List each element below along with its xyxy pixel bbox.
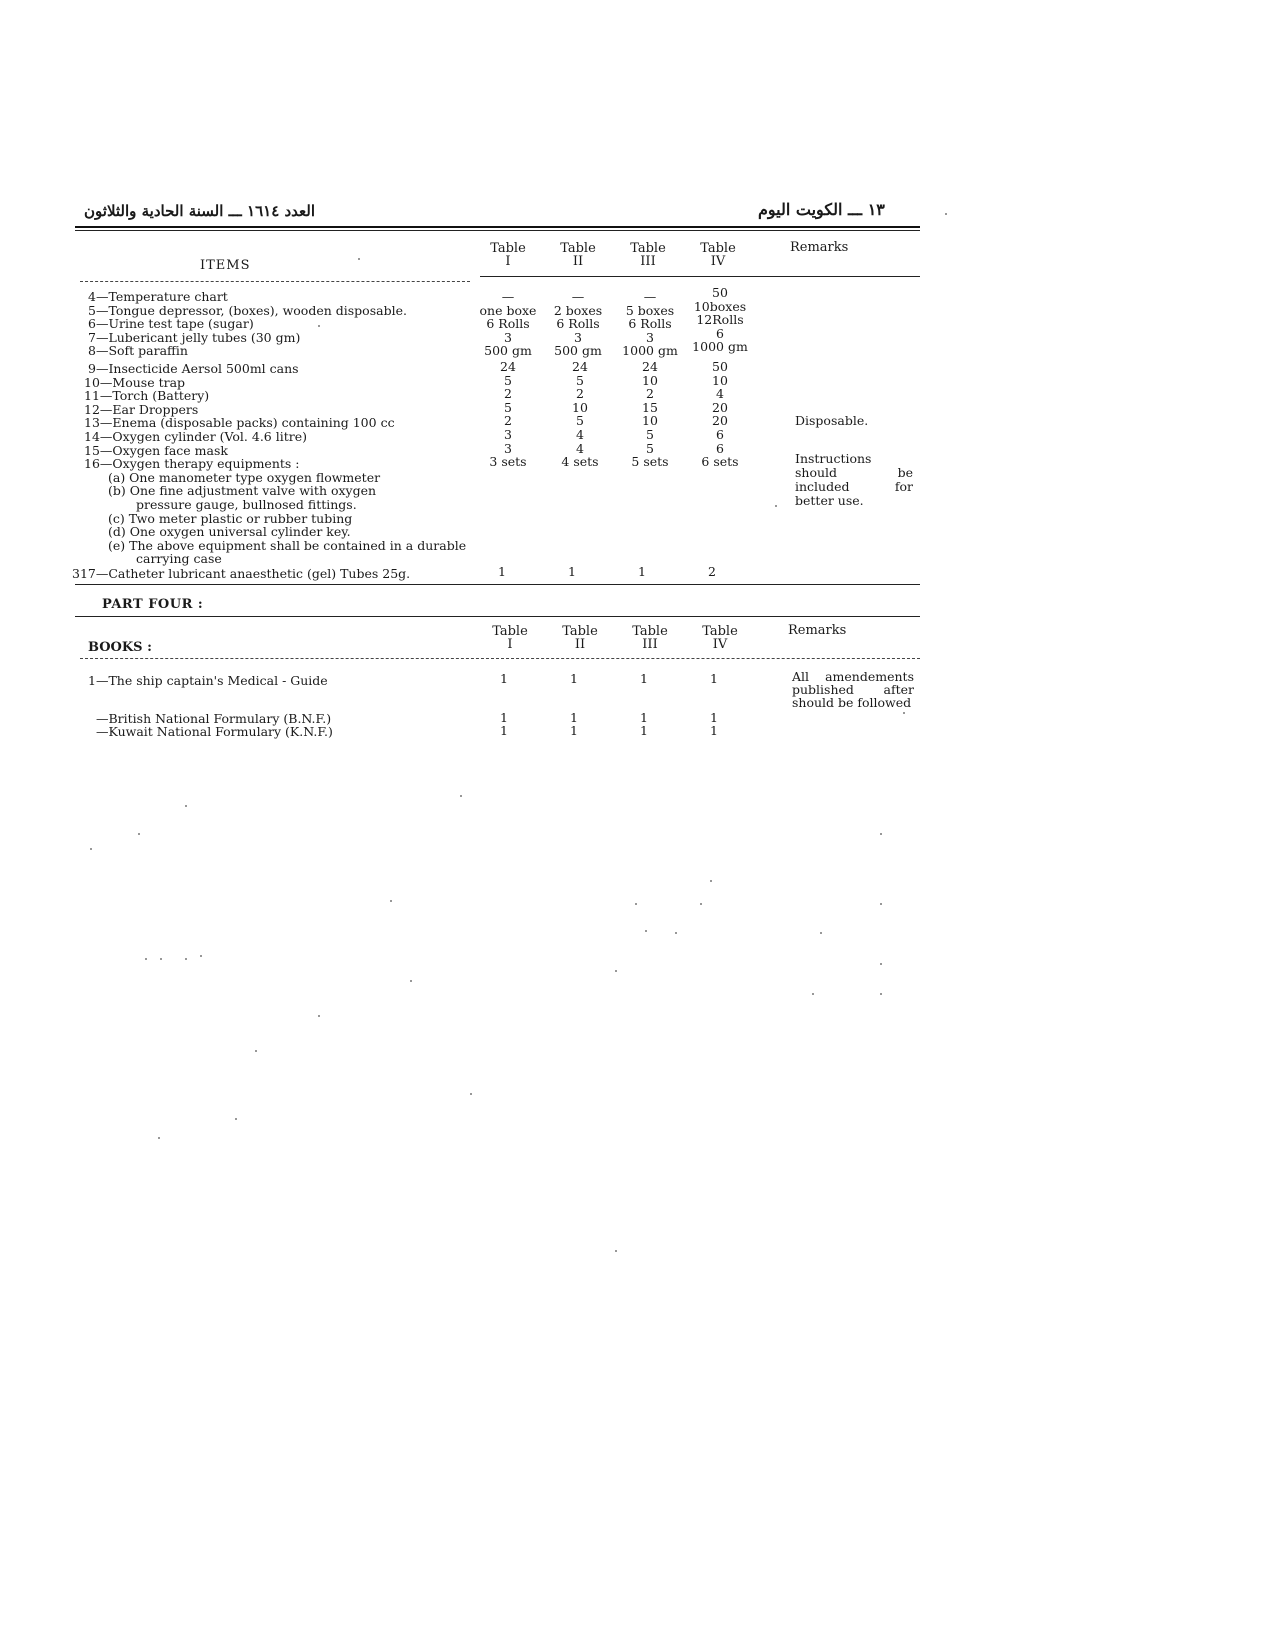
remark-oxygen: Instructions should be included for better use. (795, 451, 913, 508)
sub-item: carrying case (136, 551, 222, 567)
book-row-3-col-2: 1 (570, 723, 578, 738)
list-item: 7—Lubericant jelly tubes (30 gm) (88, 329, 301, 345)
list-item: 5—Tongue depressor, (boxes), wooden disposable. (88, 302, 407, 318)
page-header-left: العدد ١٦١٤ ـــ السنة الحادية والثلاثون (84, 202, 316, 220)
sub-item: (d) One oxygen universal cylinder key. (108, 524, 351, 540)
book-row-3-col-4: 1 (710, 723, 718, 738)
page-header-right: ١٣ ـــ الكويت اليوم (758, 200, 885, 219)
sub-item: (b) One fine adjustment valve with oxygen (108, 483, 377, 499)
group-a-col-4: 50 10boxes 12Rolls 6 1000 gm (692, 285, 748, 355)
list-item: 11—Torch (Battery) (84, 388, 210, 404)
group-b-col-3: 24 10 2 15 10 5 5 5 sets (631, 359, 669, 470)
row-17-col-3: 1 (638, 564, 646, 579)
items-column-header: ITEMS (200, 258, 251, 273)
remark-enema: Disposable. (795, 413, 869, 428)
list-item: 6—Urine test tape (sugar) (88, 316, 254, 332)
list-item: 8—Soft paraffin (88, 343, 188, 359)
row-17-item: 317—Catheter lubricant anaesthetic (gel) Tubes 25g. (72, 566, 411, 581)
list-item: 16—Oxygen therapy equipments : (84, 456, 300, 472)
table1-header-rule-left (80, 281, 470, 282)
list-item: 12—Ear Droppers (84, 401, 199, 417)
remarks-column-header: Remarks (790, 240, 849, 255)
list-item: 13—Enema (disposable packs) containing 100 cc (84, 415, 395, 431)
column-header-table-2: Table II (560, 241, 596, 269)
sub-item: pressure gauge, bullnosed fittings. (136, 496, 357, 512)
table1-header-rule (480, 276, 920, 277)
group-b-col-2: 24 5 2 10 5 4 4 4 sets (561, 359, 599, 470)
book-row-3-col-1: 1 (500, 723, 508, 738)
header-rule-bottom (75, 230, 920, 231)
row-17-col-2: 1 (568, 564, 576, 579)
list-item: 9—Insecticide Aersol 500ml cans (88, 361, 299, 376)
book-row-1-col-1: 1 (500, 671, 508, 686)
header-rule-top (75, 226, 920, 228)
books-remarks-header: Remarks (788, 623, 847, 638)
book-row-2-item: —British National Formulary (B.N.F.) (96, 711, 332, 726)
books-column-header-table-1: Table I (492, 624, 528, 652)
list-item: 14—Oxygen cylinder (Vol. 4.6 litre) (84, 428, 307, 444)
book-row-1-col-4: 1 (710, 671, 718, 686)
row-17-col-4: 2 (708, 564, 716, 579)
column-header-table-1: Table I (490, 241, 526, 269)
group-b-col-1: 24 5 2 5 2 3 3 3 sets (489, 359, 527, 470)
book-row-1-col-2: 1 (570, 671, 578, 686)
row-17-col-1: 1 (498, 564, 506, 579)
part-four-title: PART FOUR : (102, 597, 204, 612)
book-row-2-col-2: 1 (570, 710, 578, 725)
book-row-1-item: 1—The ship captain's Medical - Guide (88, 673, 328, 688)
group-a-col-1: — one boxe 6 Rolls 3 500 gm (479, 289, 537, 359)
book-row-3-col-3: 1 (640, 723, 648, 738)
column-header-table-4: Table IV (700, 241, 736, 269)
book-row-3-item: —Kuwait National Formulary (K.N.F.) (96, 724, 333, 739)
book-row-2-col-1: 1 (500, 710, 508, 725)
book-row-1-remark: All amendements published after should be followed (792, 669, 914, 710)
list-item: 4—Temperature chart (88, 289, 228, 304)
table1-bottom-rule (75, 584, 920, 585)
books-column-header-table-4: Table IV (702, 624, 738, 652)
column-header-table-3: Table III (630, 241, 666, 269)
sub-item: (e) The above equipment shall be contained in a durable (108, 537, 467, 553)
group-b-col-4: 50 10 4 20 20 6 6 6 sets (701, 359, 739, 470)
books-header-rule (80, 658, 920, 659)
list-item: 15—Oxygen face mask (84, 442, 228, 458)
books-column-header-table-2: Table II (562, 624, 598, 652)
books-column-header: BOOKS : (88, 640, 152, 655)
book-row-2-col-3: 1 (640, 710, 648, 725)
group-a-col-3: — 5 boxes 6 Rolls 3 1000 gm (622, 289, 678, 359)
part-four-rule (75, 616, 920, 617)
sub-item: (a) One manometer type oxygen flowmeter (108, 469, 381, 485)
books-column-header-table-3: Table III (632, 624, 668, 652)
group-a-items (88, 290, 407, 358)
book-row-2-col-4: 1 (710, 710, 718, 725)
list-item: 10—Mouse trap (84, 374, 186, 390)
group-b-items (84, 362, 466, 566)
book-row-1-col-3: 1 (640, 671, 648, 686)
sub-item: (c) Two meter plastic or rubber tubing (108, 510, 353, 526)
group-a-col-2: — 2 boxes 6 Rolls 3 500 gm (553, 289, 603, 359)
